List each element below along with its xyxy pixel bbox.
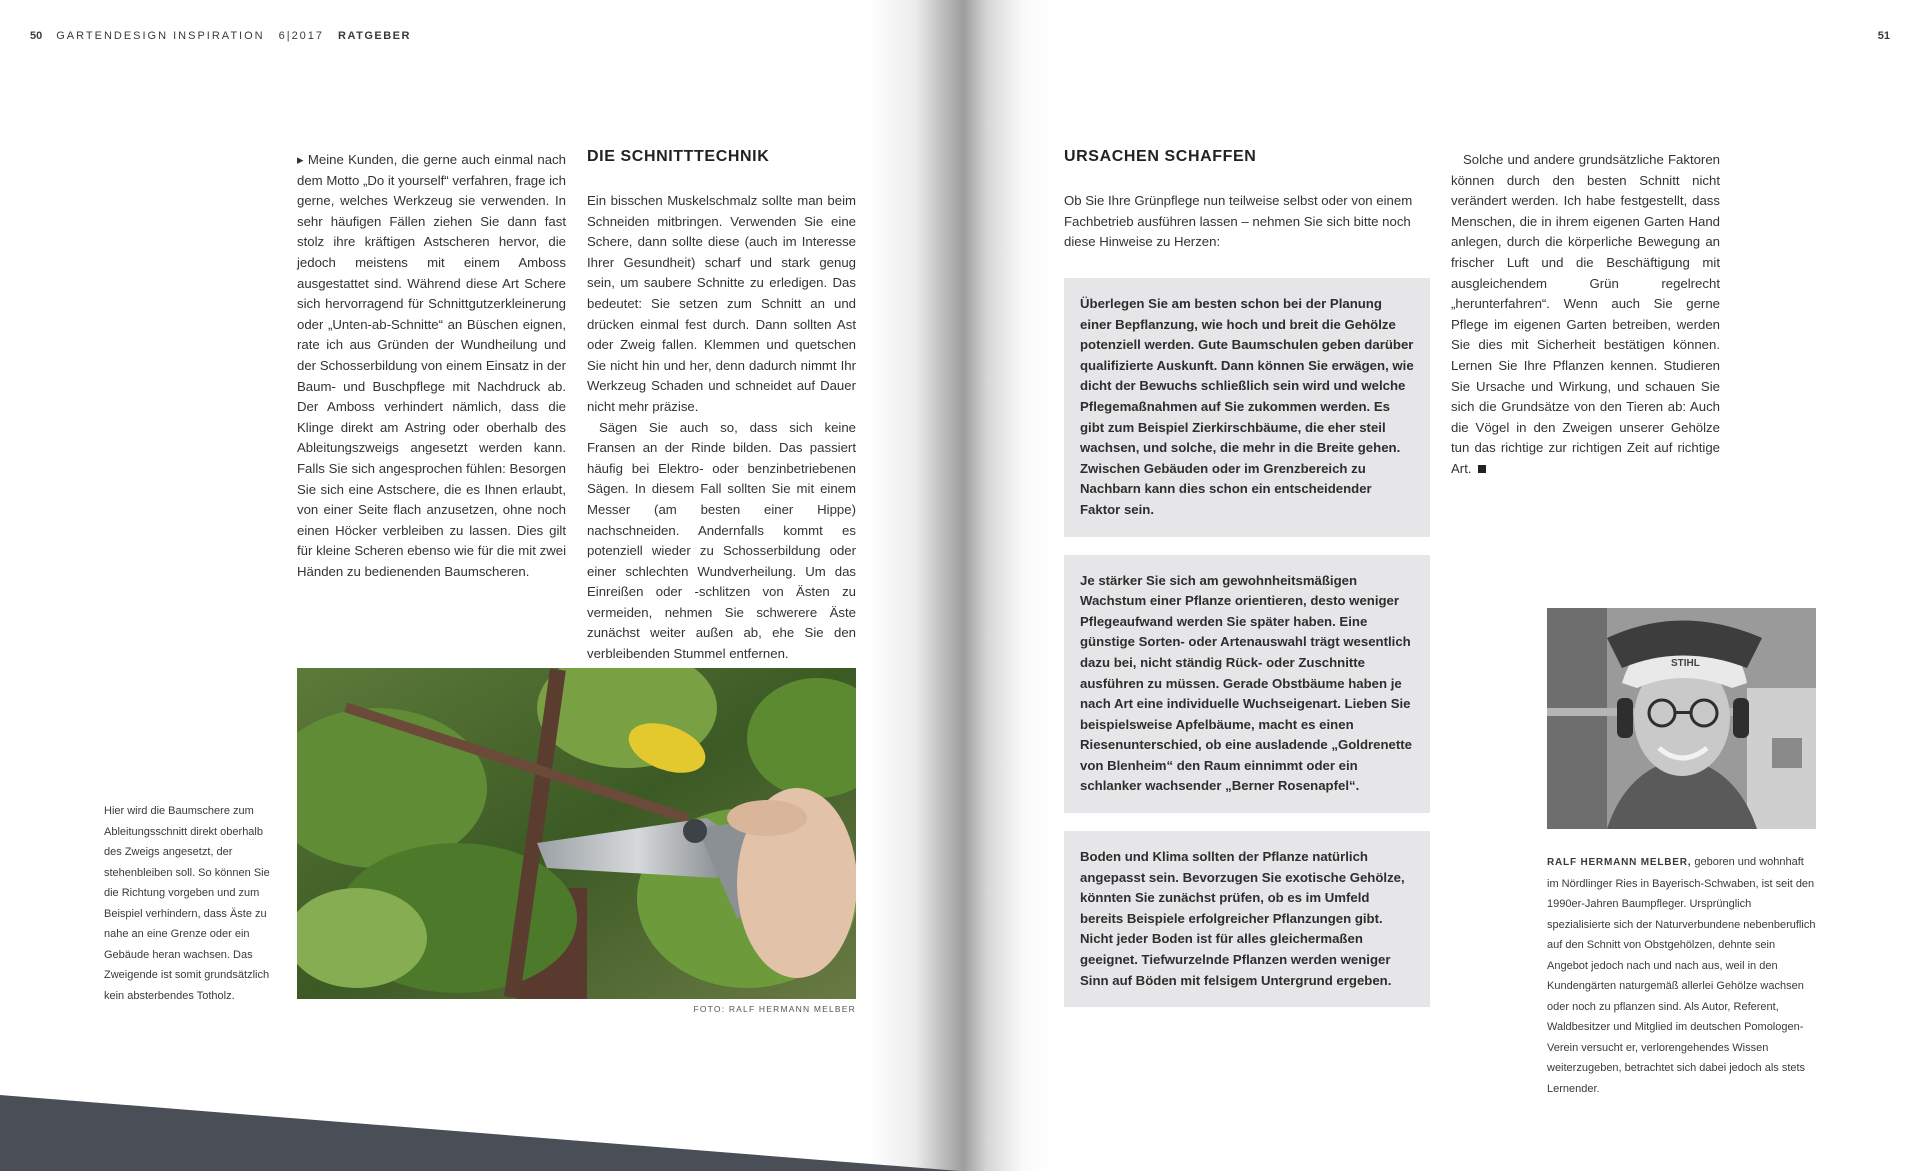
- tip-boxes: [1064, 278, 1430, 1025]
- page-gutter-shadow: [870, 0, 1050, 1171]
- tip-box-1-text: Überlegen Sie am besten schon bei der Planung einer Bepflanzung, wie hoch und breit die Gehölze potenziell werden. Gute Baumschulen geben darüber qualifizierte Auskunft. Dann können Sie erwägen, wie dicht der Bewuchs schließlich sein wird und welche Pflegemaßnahmen auf Sie zukommen werden. Es gibt zum Beispiel Zierkirschbäume, die eher steil wachsen, und solche, die mehr in die Breite gehen. Zwischen Gebäuden oder im Grenzbereich zu Nachbarn kann dies schon ein entscheidender Faktor sein.: [1080, 296, 1414, 517]
- tip-box-2-text: Je stärker Sie sich am gewohnheitsmäßigen Wachstum einer Pflanze orientieren, desto weniger Pflegeaufwand werden Sie später haben. Eine günstige Sorten- oder Artenauswahl trägt wesentlich dazu bei, nicht ständig Rück- oder Zuschnitte ausführen zu müssen. Gerade Obstbäume haben je nach Art eine individuelle Wuchseigenart. Lieben Sie beispielsweise Apfelbäume, macht es einen Riesenunterschied, ob eine ausladende „Goldrenette von Blenheim“ den Raum einnimmt oder ein schlanker wachsender „Berner Rosenapfel“.: [1080, 572, 1412, 794]
- author-name: RALF HERMANN MELBER,: [1547, 857, 1692, 868]
- magazine-title: GARTENDESIGN INSPIRATION: [56, 30, 265, 42]
- schnitttechnik-column: [587, 191, 856, 665]
- right-column: [1451, 150, 1720, 480]
- decorative-band: [0, 1081, 960, 1171]
- lead-marker: ▸: [297, 152, 304, 167]
- author-bio: [1547, 852, 1817, 1099]
- tip-box-1: [1064, 278, 1430, 537]
- pruning-photo: [297, 668, 856, 999]
- photo-caption: Hier wird die Baumschere zum Ableitungsschnitt direkt oberhalb des Zweigs angesetzt, der stehenbleiben soll. So können Sie die Richtung vorgeben und zum Beispiel verhindern, dass Äste zu nahe an eine Grenze oder ein Gebäude heran wachsen. Das Zweigende ist somit grundsätzlich kein absterbendes Totholz.: [104, 805, 270, 1002]
- heading-ursachen-schaffen: URSACHEN SCHAFFEN: [1064, 148, 1257, 165]
- left-column-text: Meine Kunden, die gerne auch einmal nach dem Motto „Do it yourself“ verfahren, frage ich gerne, welches Werkzeug sie verwenden. In sehr häufigen Fällen ziehen Sie dann fast stolz ihre kräftigen Astscheren hervor, die jedoch meistens mit einem Amboss ausgestattet sind. Während diese Art Schere sich hervorragend für Schnittgutzerkleinerung oder „Unten-ab-Schnitte“ an Büschen eignen, rate ich aus Gründen der Wundheilung und der Schosserbildung von einem Einsatz in der Baum- und Buschpflege mit Nachdruck ab. Der Amboss verhindert nämlich, dass die Klinge direkt am Astring oder oberhalb des Ableitungszweigs angesetzt werden kann. Falls Sie sich angesprochen fühlen: Besorgen Sie sich eine Astschere, die es Ihnen erlaubt, von einer Seite flach anzusetzen, ohne noch einen Höcker verbleiben zu lassen. Dies gilt für kleine Scheren ebenso wie für die mit zwei Händen zu bedienenden Baumscheren.: [297, 152, 566, 579]
- running-head: [30, 30, 411, 42]
- helmet-brand-text: STIHL: [1671, 658, 1700, 669]
- issue-number: 6|2017: [278, 30, 325, 42]
- author-bio-text: geboren und wohnhaft im Nördlinger Ries in Bayerisch-Schwaben, ist seit den 1990er-Jahren Baumpfleger. Ursprünglich spezialisierte sich der Naturverbundene nebenberuflich auf den Schnitt von Obstgehölzen, dehnte sein Angebot jedoch nach und nach aus, weil in den Kundengärten naturgemäß allerlei Gehölze wachsen oder noch zu pflanzen sind. Als Autor, Referent, Waldbesitzer und Mitglied im deutschen Pomologen-Verein versucht er, verlorengehendes Wissen weiterzugeben, betrachtet sich dabei jedoch als stets Lernender.: [1547, 856, 1816, 1095]
- tip-box-3: [1064, 831, 1430, 1007]
- page-number-left: 50: [30, 30, 43, 42]
- left-column: [297, 150, 566, 582]
- end-mark-icon: [1478, 465, 1486, 473]
- heading-schnitttechnik: DIE SCHNITTTECHNIK: [587, 148, 770, 165]
- section-label: RATGEBER: [338, 30, 411, 42]
- page-number-right: 51: [1877, 30, 1890, 42]
- right-column-text: Solche und andere grundsätzliche Faktoren können durch den besten Schnitt nicht verändert werden. Ich habe festgestellt, dass Menschen, die in ihrem eigenen Garten Hand anlegen, durch die körperliche Bewegung an frischer Luft und die Beschäftigung mit ausgleichendem Grün regelrecht „herunterfahren“. Wenn auch Sie gerne Pflege im eigenen Garten betreiben, werden Sie dies mit Sicherheit bestätigen können. Lernen Sie Ihre Pflanzen kennen. Studieren Sie Ursache und Wirkung, und schauen Sie sich die Grundsätze von den Tieren ab: Auch die Vögel in den Zweigen unserer Gehölze tun das richtige zur richtigen Zeit auf richtige Art.: [1451, 152, 1720, 476]
- tip-box-3-text: Boden und Klima sollten der Pflanze natürlich angepasst sein. Bevorzugen Sie exotische Gehölze, könnten Sie zunächst prüfen, ob es im Umfeld bereits Beispiele erfolgreicher Pflanzungen gibt. Nicht jeder Boden ist für alles gleichermaßen geeignet. Tiefwurzelnde Pflanzen werden weniger Sinn auf Böden mit felsigem Untergrund ergeben.: [1080, 849, 1405, 988]
- tip-box-2: [1064, 555, 1430, 814]
- ursachen-intro: Ob Sie Ihre Grünpflege nun teilweise selbst oder von einem Fachbetrieb ausführen lassen – nehmen Sie sich bitte noch diese Hinweise zu Herzen:: [1064, 193, 1413, 250]
- photo-credit: FOTO: RALF HERMANN MELBER: [693, 1004, 856, 1014]
- schnitttechnik-paragraph-1: Ein bisschen Muskelschmalz sollte man beim Schneiden mitbringen. Verwenden Sie eine Schere, dann sollte diese (auch im Interesse Ihrer Gesundheit) scharf und stark genug sein, um saubere Schnitte zu erledigen. Das bedeutet: Sie setzen zum Schnitt an und drücken einmal fest durch. Dann sollten Ast oder Zweig fallen. Klemmen und quetschen Sie nicht hin und her, denn dadurch nimmt Ihr Werkzeug Schaden und schneidet auf Dauer nicht mehr präzise.: [587, 193, 856, 414]
- author-portrait: [1547, 608, 1816, 829]
- schnitttechnik-paragraph-2: Sägen Sie auch so, dass sich keine Fransen an der Rinde bilden. Das passiert häufig bei Elektro- oder benzinbetriebenen Sägen. In diesem Fall sollten Sie mit einem Messer (am besten einer Hippe) nachschneiden. Andernfalls kommt es potenziell wieder zu Schosserbildung oder einer schlechten Wundverheilung. Um das Einreißen oder -schlitzen von Ästen zu vermeiden, nehmen Sie schwerere Äste zunächst weiter außen ab, ehe Sie den verbleibenden Stummel entfernen.: [587, 419, 856, 662]
